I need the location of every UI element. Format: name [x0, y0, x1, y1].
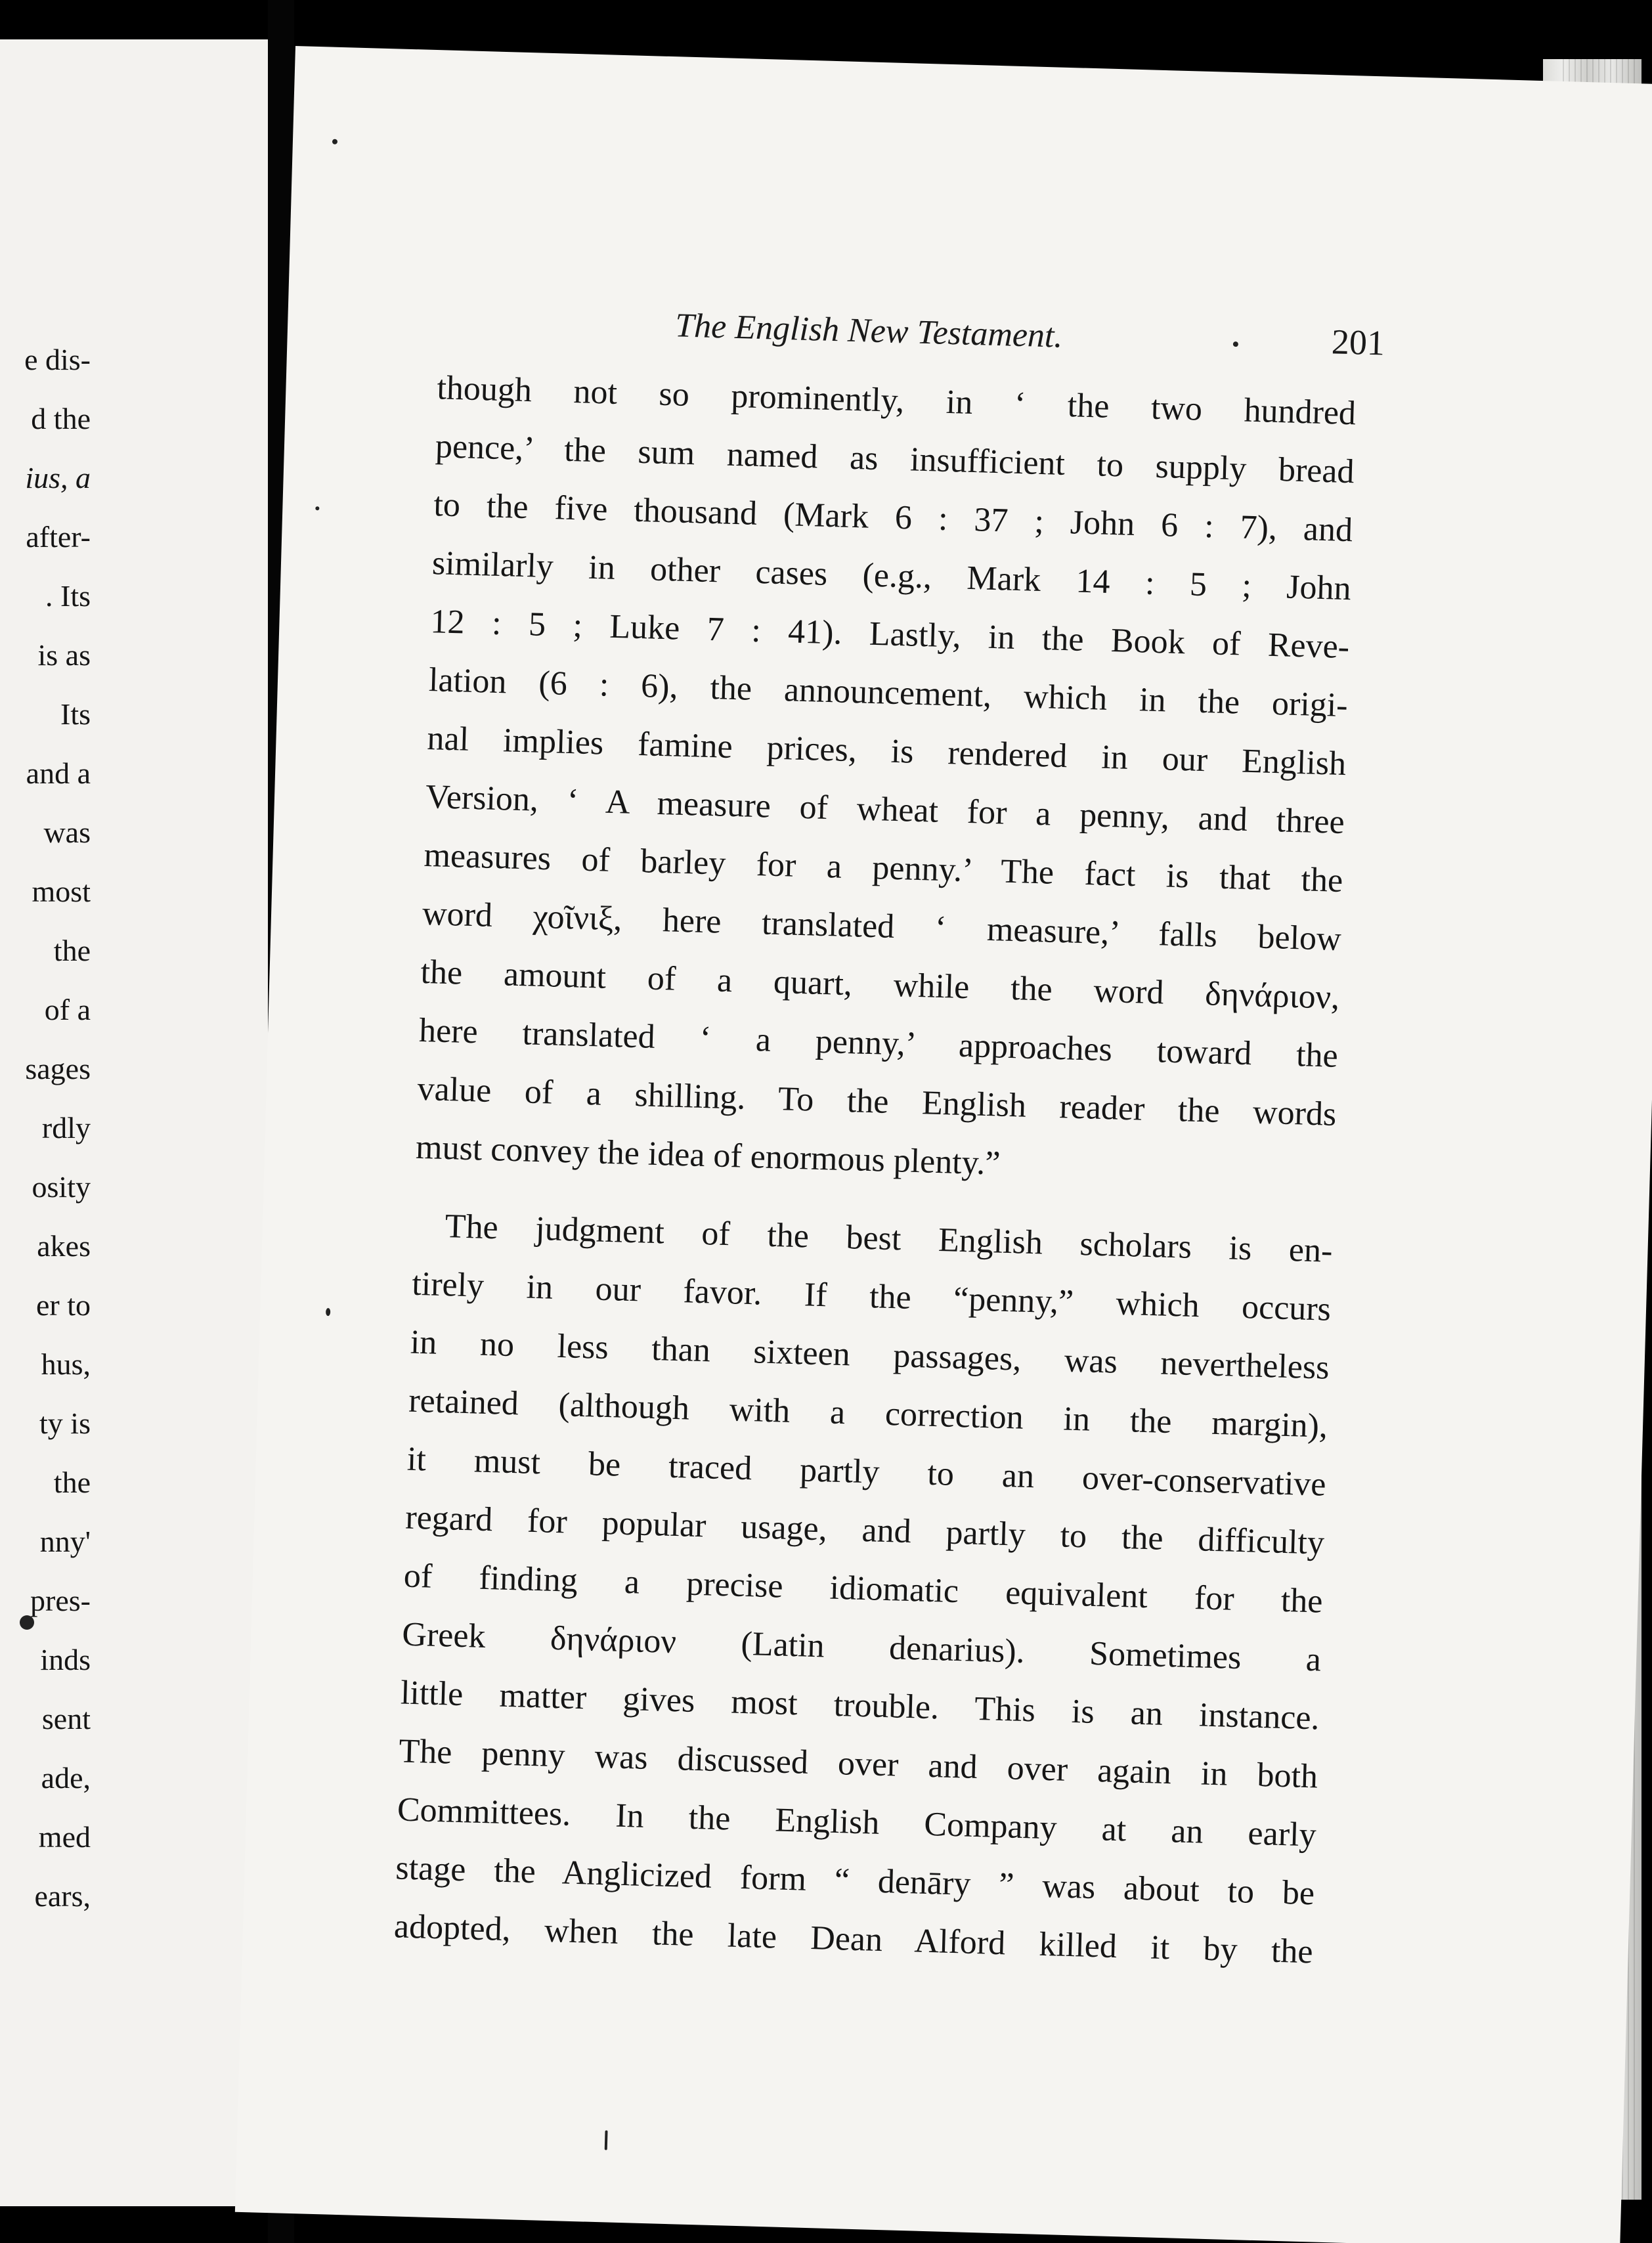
left-page-line: nny'	[39, 1525, 91, 1558]
text-line: Committees. In the English Company at an early	[397, 1791, 1317, 1854]
left-page-line: ty is	[39, 1406, 91, 1440]
left-page-line: med	[38, 1820, 91, 1854]
running-head-title: The English New Testament.	[674, 307, 1064, 355]
text-line: adopted, when the late Dean Alford killed it by the	[393, 1907, 1314, 1971]
text-line: Version, ‘ A measure of wheat for a penny, and three	[425, 777, 1345, 842]
text-line: must convey the idea of enormous plenty.”	[415, 1128, 1001, 1183]
scan-speck	[326, 1308, 330, 1316]
left-page-line: the	[53, 934, 91, 967]
left-page-line: of a	[44, 993, 91, 1026]
scan-speck	[332, 139, 337, 144]
text-line: The judgment of the best English scholars is en-	[445, 1208, 1334, 1270]
left-page-line: was	[43, 816, 91, 849]
text-line: tirely in our favor. If the “penny,” which occurs	[411, 1265, 1332, 1328]
left-page-line: hus,	[41, 1347, 91, 1381]
scan-mark	[605, 2130, 608, 2150]
text-line: of finding a precise idiomatic equivalent for the	[403, 1557, 1324, 1621]
text-line: Greek δηνάριον (Latin denarius). Sometimes a	[401, 1615, 1322, 1679]
left-page-line: ade,	[41, 1761, 91, 1795]
text-line: similarly in other cases (e.g., Mark 14 : 5 ; John	[431, 544, 1352, 608]
left-page-line: the	[53, 1466, 91, 1499]
left-page-line: akes	[37, 1229, 91, 1263]
left-page-line: most	[32, 875, 91, 908]
text-line: here translated ‘ a penny,’ approaches toward the	[418, 1011, 1339, 1075]
text-line: though not so prominently, in ‘ the two hundred	[436, 369, 1357, 433]
left-page-line: Its	[60, 697, 91, 731]
text-line: nal implies famine prices, is rendered in our English	[426, 720, 1347, 783]
left-page-line: rdly	[41, 1111, 91, 1144]
text-line: to the five thousand (Mark 6 : 37 ; John 6 : 7), and	[433, 486, 1353, 550]
body-text	[393, 359, 1357, 1981]
text-line: measures of barley for a penny.’ The fact is that the	[423, 836, 1343, 900]
left-page-line: d the	[31, 402, 91, 435]
text-line: retained (although with a correction in the margin),	[408, 1382, 1328, 1445]
ink-blot	[20, 1615, 34, 1630]
paragraph-2	[393, 1196, 1334, 1982]
text-line: regard for popular usage, and partly to the difficulty	[404, 1498, 1325, 1562]
text-line: in no less than sixteen passages, was nevertheless	[410, 1323, 1330, 1387]
running-head	[675, 306, 1652, 374]
text-line: value of a shilling. To the English reader the words	[416, 1070, 1337, 1133]
text-line: little matter gives most trouble. This is an instance.	[400, 1674, 1320, 1737]
left-page-line: . Its	[45, 579, 91, 613]
text-line: stage the Anglicized form “ denāry ” was about to be	[395, 1849, 1315, 1913]
left-page-line: osity	[32, 1170, 91, 1204]
text-line: 12 : 5 ; Luke 7 : 41). Lastly, in the Book of Reve-	[429, 603, 1350, 666]
scan-speck	[315, 506, 319, 510]
paragraph-1	[415, 359, 1357, 1202]
text-line: the amount of a quart, while the word δηνάριον,	[420, 953, 1340, 1016]
left-page-line: ius, a	[25, 461, 91, 494]
left-page-line: er to	[35, 1288, 91, 1322]
left-page-line: after-	[26, 520, 91, 554]
book-page	[235, 46, 1652, 2243]
left-page-line: and a	[26, 756, 91, 790]
left-page-line: is as	[37, 638, 91, 672]
left-page-line: pres-	[30, 1584, 91, 1617]
left-facing-page	[0, 39, 268, 2206]
left-page-line: e dis-	[24, 343, 91, 376]
text-line: pence,’ the sum named as insufficient to supply bread	[435, 427, 1355, 491]
page-number: 201	[1331, 322, 1385, 363]
left-page-line: inds	[40, 1643, 91, 1676]
left-page-line: ears,	[34, 1879, 91, 1913]
text-line: The penny was discussed over and over again in both	[398, 1732, 1318, 1796]
left-page-line: sages	[25, 1052, 91, 1085]
text-line: word χοῖνιξ, here translated ‘ measure,’ falls below	[422, 894, 1342, 958]
text-line: it must be traced partly to an over-conservative	[406, 1440, 1327, 1504]
text-line: lation (6 : 6), the announcement, which in the origi-	[428, 661, 1349, 725]
left-page-line: sent	[41, 1702, 91, 1735]
